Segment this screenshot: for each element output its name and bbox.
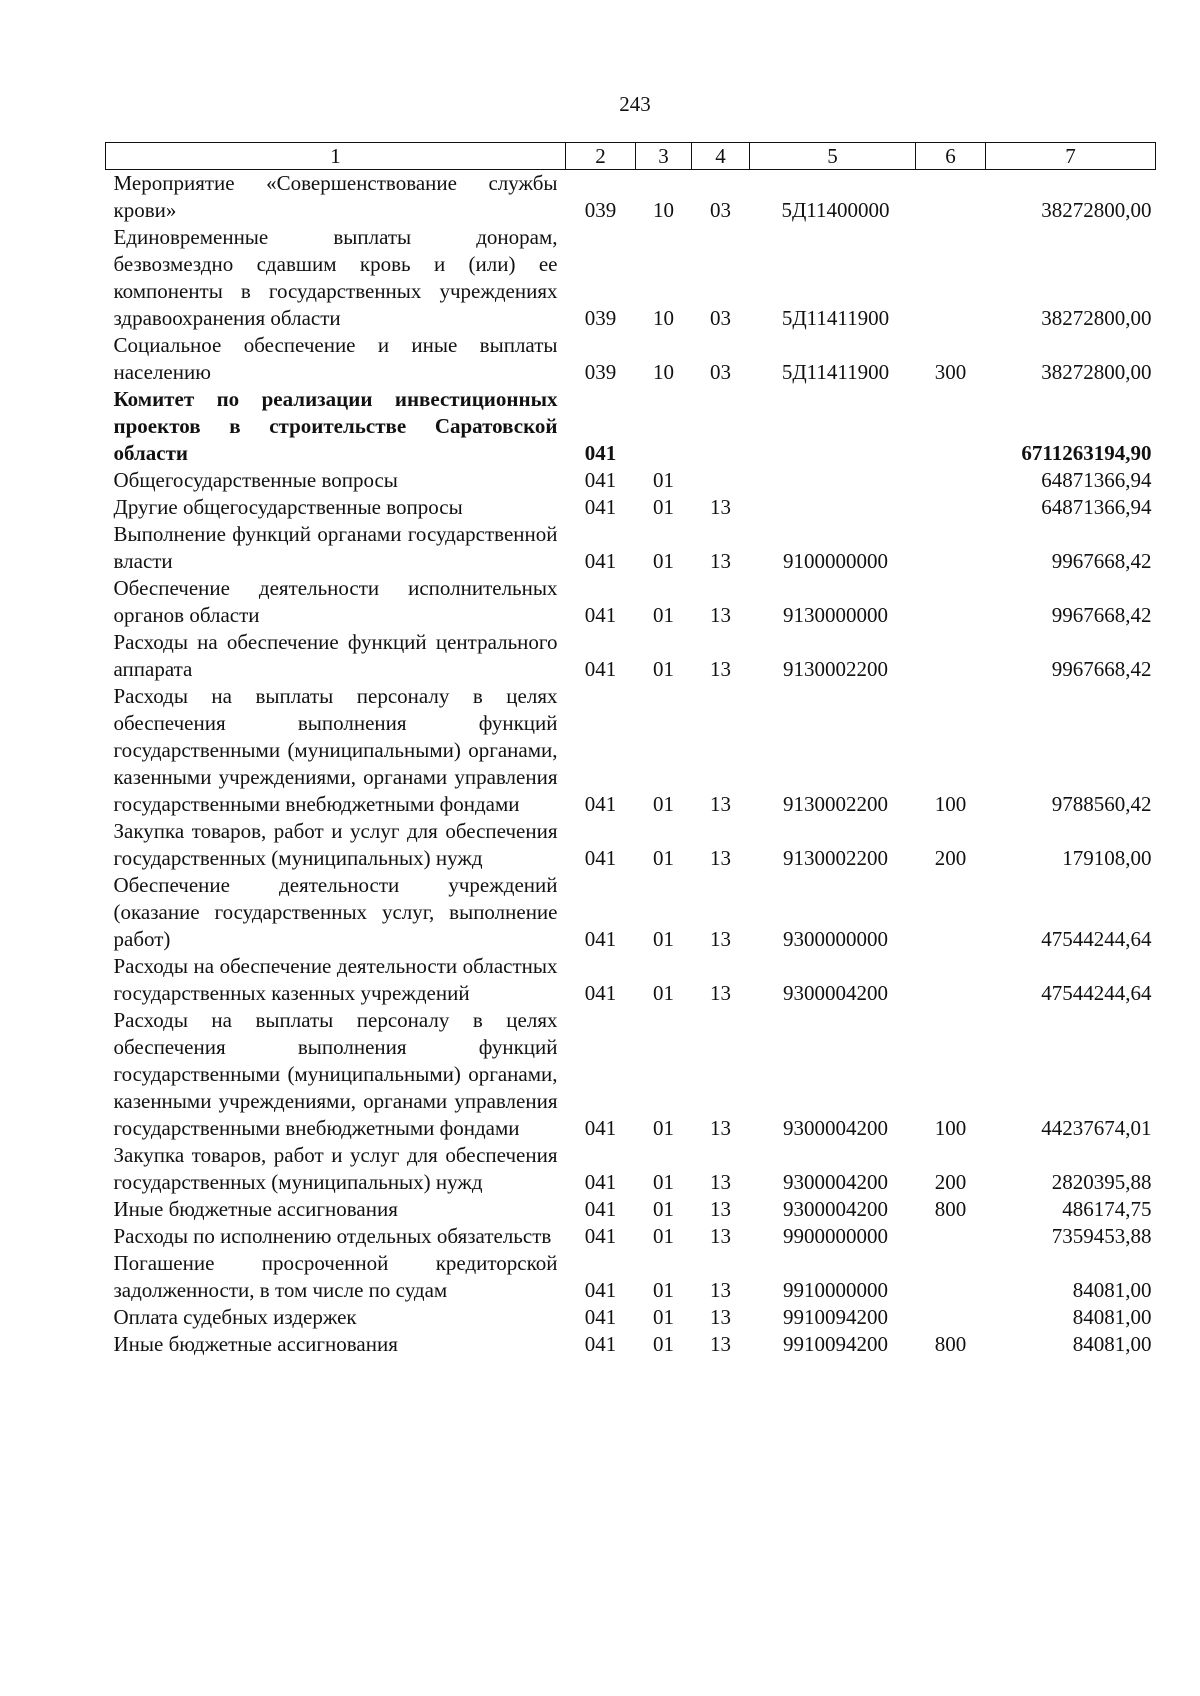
admin-code: 041	[584, 927, 617, 951]
section-code: 01	[653, 549, 674, 573]
amount: 179108,00	[1062, 846, 1152, 870]
amount: 38272800,00	[1041, 360, 1152, 384]
expense-type-code	[916, 386, 986, 467]
table-body	[106, 170, 1156, 1359]
section-code: 01	[653, 1197, 674, 1221]
admin-code: 039	[584, 306, 617, 330]
amount: 64871366,94	[1041, 495, 1152, 519]
subsection-code: 13	[710, 927, 731, 951]
table-row	[106, 332, 1156, 386]
target-article-code: 9130000000	[783, 603, 888, 627]
target-article-code: 9300004200	[783, 981, 888, 1005]
target-article-code	[750, 467, 916, 494]
amount: 6711263194,90	[1021, 441, 1152, 465]
target-article-code: 5Д11411900	[781, 360, 890, 384]
row-name: Комитет по реализации инвестиционных проектов в строительстве Саратовской области	[113, 387, 558, 465]
subsection-code: 03	[710, 198, 731, 222]
admin-code: 041	[584, 1305, 617, 1329]
table-header	[106, 143, 1156, 170]
amount: 84081,00	[1072, 1278, 1152, 1302]
section-code: 01	[653, 1278, 674, 1302]
subsection-code	[692, 467, 750, 494]
expense-type-code: 200	[934, 846, 967, 870]
amount: 486174,75	[1062, 1197, 1152, 1221]
expense-type-code	[916, 467, 986, 494]
amount: 64871366,94	[1041, 468, 1152, 492]
section-code: 10	[653, 360, 674, 384]
column-header: 6	[916, 143, 986, 170]
table-row	[106, 170, 1156, 225]
subsection-code: 13	[710, 495, 731, 519]
target-article-code: 9910094200	[783, 1305, 888, 1329]
row-name: Расходы на обеспечение функций центрального аппарата	[113, 630, 558, 681]
section-code: 01	[653, 1170, 674, 1194]
table-row	[106, 467, 1156, 494]
column-header: 5	[750, 143, 916, 170]
subsection-code: 13	[710, 981, 731, 1005]
target-article-code: 5Д11400000	[781, 198, 890, 222]
row-name: Иные бюджетные ассигнования	[113, 1197, 398, 1221]
amount: 38272800,00	[1041, 198, 1152, 222]
target-article-code	[750, 494, 916, 521]
expense-type-code: 800	[934, 1197, 967, 1221]
subsection-code: 13	[710, 1305, 731, 1329]
table-row	[106, 818, 1156, 872]
amount: 47544244,64	[1041, 981, 1152, 1005]
table-row	[106, 1331, 1156, 1358]
expense-type-code	[916, 1250, 986, 1304]
admin-code: 039	[584, 198, 617, 222]
amount: 7359453,88	[1051, 1224, 1152, 1248]
table-row	[106, 224, 1156, 332]
section-code: 01	[653, 981, 674, 1005]
row-name: Погашение просроченной кредиторской задолженности, в том числе по судам	[113, 1251, 558, 1302]
column-header: 3	[636, 143, 692, 170]
admin-code: 041	[584, 1224, 617, 1248]
section-code: 01	[653, 1332, 674, 1356]
expense-type-code	[916, 575, 986, 629]
subsection-code: 13	[710, 846, 731, 870]
row-name: Мероприятие «Совершенствование службы крови»	[113, 171, 558, 222]
admin-code: 041	[584, 1278, 617, 1302]
amount: 2820395,88	[1051, 1170, 1152, 1194]
row-name: Расходы по исполнению отдельных обязательств	[113, 1224, 552, 1248]
amount: 38272800,00	[1041, 306, 1152, 330]
section-code: 01	[653, 1224, 674, 1248]
admin-code: 041	[584, 792, 617, 816]
expense-type-code	[916, 1304, 986, 1331]
amount: 84081,00	[1072, 1305, 1152, 1329]
amount: 9788560,42	[1051, 792, 1152, 816]
target-article-code: 9910000000	[783, 1278, 888, 1302]
admin-code: 039	[584, 360, 617, 384]
section-code: 01	[653, 657, 674, 681]
table-row	[106, 1304, 1156, 1331]
row-name: Оплата судебных издержек	[113, 1305, 357, 1329]
subsection-code: 13	[710, 1170, 731, 1194]
table-row	[106, 521, 1156, 575]
section-code	[636, 386, 692, 467]
table-row	[106, 1007, 1156, 1142]
expense-type-code	[916, 872, 986, 953]
row-name: Единовременные выплаты донорам, безвозмездно сдавшим кровь и (или) ее компоненты в государственных учреждениях здравоохранения области	[113, 225, 558, 330]
row-name: Иные бюджетные ассигнования	[113, 1332, 398, 1356]
section-code: 01	[653, 792, 674, 816]
amount: 47544244,64	[1041, 927, 1152, 951]
budget-table	[105, 142, 1156, 1358]
table-row	[106, 575, 1156, 629]
table-row	[106, 1223, 1156, 1250]
expense-type-code: 300	[934, 360, 967, 384]
target-article-code: 9130002200	[783, 846, 888, 870]
table-row	[106, 494, 1156, 521]
target-article-code: 9100000000	[783, 549, 888, 573]
row-name: Обеспечение деятельности исполнительных органов области	[113, 576, 558, 627]
subsection-code: 13	[710, 1278, 731, 1302]
row-name: Другие общегосударственные вопросы	[113, 495, 463, 519]
subsection-code: 13	[710, 1224, 731, 1248]
row-name: Закупка товаров, работ и услуг для обеспечения государственных (муниципальных) нужд	[113, 1143, 558, 1194]
column-header: 2	[566, 143, 636, 170]
admin-code: 041	[584, 495, 617, 519]
target-article-code: 9910094200	[783, 1332, 888, 1356]
section-code: 01	[653, 495, 674, 519]
row-name: Расходы на выплаты персоналу в целях обеспечения выполнения функций государственными (муниципальными) органами, казенными учреждениями, органами управления государственными внебюджетными фондами	[113, 684, 558, 816]
amount: 9967668,42	[1051, 657, 1152, 681]
section-code: 01	[653, 603, 674, 627]
table-row	[106, 683, 1156, 818]
target-article-code: 9900000000	[783, 1224, 888, 1248]
admin-code: 041	[584, 441, 617, 465]
header-row	[106, 143, 1156, 170]
section-code: 01	[653, 846, 674, 870]
table-row	[106, 629, 1156, 683]
target-article-code: 9300004200	[783, 1116, 888, 1140]
expense-type-code	[916, 1223, 986, 1250]
table-row	[106, 1142, 1156, 1196]
target-article-code: 9130002200	[783, 792, 888, 816]
table-row	[106, 872, 1156, 953]
admin-code: 041	[584, 468, 617, 492]
page-number: 243	[619, 92, 651, 116]
subsection-code: 13	[710, 549, 731, 573]
subsection-code	[692, 386, 750, 467]
table-row	[106, 953, 1156, 1007]
subsection-code: 03	[710, 306, 731, 330]
expense-type-code	[916, 953, 986, 1007]
subsection-code: 13	[710, 657, 731, 681]
amount: 44237674,01	[1041, 1116, 1152, 1140]
expense-type-code	[916, 521, 986, 575]
row-name: Обеспечение деятельности учреждений (оказание государственных услуг, выполнение работ)	[113, 873, 558, 951]
table-row	[106, 386, 1156, 467]
expense-type-code	[916, 224, 986, 332]
row-name: Закупка товаров, работ и услуг для обеспечения государственных (муниципальных) нужд	[113, 819, 558, 870]
row-name: Расходы на выплаты персоналу в целях обеспечения выполнения функций государственными (муниципальными) органами, казенными учреждениями, органами управления государственными внебюджетными фондами	[113, 1008, 558, 1140]
row-name: Расходы на обеспечение деятельности областных государственных казенных учреждений	[113, 954, 558, 1005]
expense-type-code: 200	[934, 1170, 967, 1194]
column-header: 4	[692, 143, 750, 170]
expense-type-code	[916, 494, 986, 521]
expense-type-code: 100	[934, 1116, 967, 1140]
admin-code: 041	[584, 1170, 617, 1194]
admin-code: 041	[584, 981, 617, 1005]
table-row	[106, 1250, 1156, 1304]
subsection-code: 13	[710, 1116, 731, 1140]
admin-code: 041	[584, 846, 617, 870]
column-header: 7	[986, 143, 1156, 170]
row-name: Социальное обеспечение и иные выплаты населению	[113, 333, 558, 384]
admin-code: 041	[584, 603, 617, 627]
section-code: 01	[653, 1305, 674, 1329]
expense-type-code	[916, 170, 986, 225]
target-article-code: 9130002200	[783, 657, 888, 681]
subsection-code: 13	[710, 603, 731, 627]
row-name: Общегосударственные вопросы	[113, 468, 398, 492]
section-code: 10	[653, 198, 674, 222]
admin-code: 041	[584, 657, 617, 681]
amount: 84081,00	[1072, 1332, 1152, 1356]
row-name: Выполнение функций органами государственной власти	[113, 522, 558, 573]
expense-type-code: 800	[934, 1332, 967, 1356]
admin-code: 041	[584, 1197, 617, 1221]
expense-type-code	[916, 629, 986, 683]
subsection-code: 13	[710, 792, 731, 816]
amount: 9967668,42	[1051, 549, 1152, 573]
admin-code: 041	[584, 1116, 617, 1140]
subsection-code: 13	[710, 1197, 731, 1221]
target-article-code: 5Д11411900	[781, 306, 890, 330]
target-article-code: 9300004200	[783, 1197, 888, 1221]
target-article-code: 9300000000	[783, 927, 888, 951]
section-code: 01	[653, 927, 674, 951]
admin-code: 041	[584, 549, 617, 573]
table-row	[106, 1196, 1156, 1223]
section-code: 01	[653, 1116, 674, 1140]
target-article-code: 9300004200	[783, 1170, 888, 1194]
amount: 9967668,42	[1051, 603, 1152, 627]
section-code: 10	[653, 306, 674, 330]
section-code: 01	[653, 468, 674, 492]
subsection-code: 13	[710, 1332, 731, 1356]
subsection-code: 03	[710, 360, 731, 384]
target-article-code	[750, 386, 916, 467]
column-header: 1	[106, 143, 566, 170]
expense-type-code: 100	[934, 792, 967, 816]
admin-code: 041	[584, 1332, 617, 1356]
